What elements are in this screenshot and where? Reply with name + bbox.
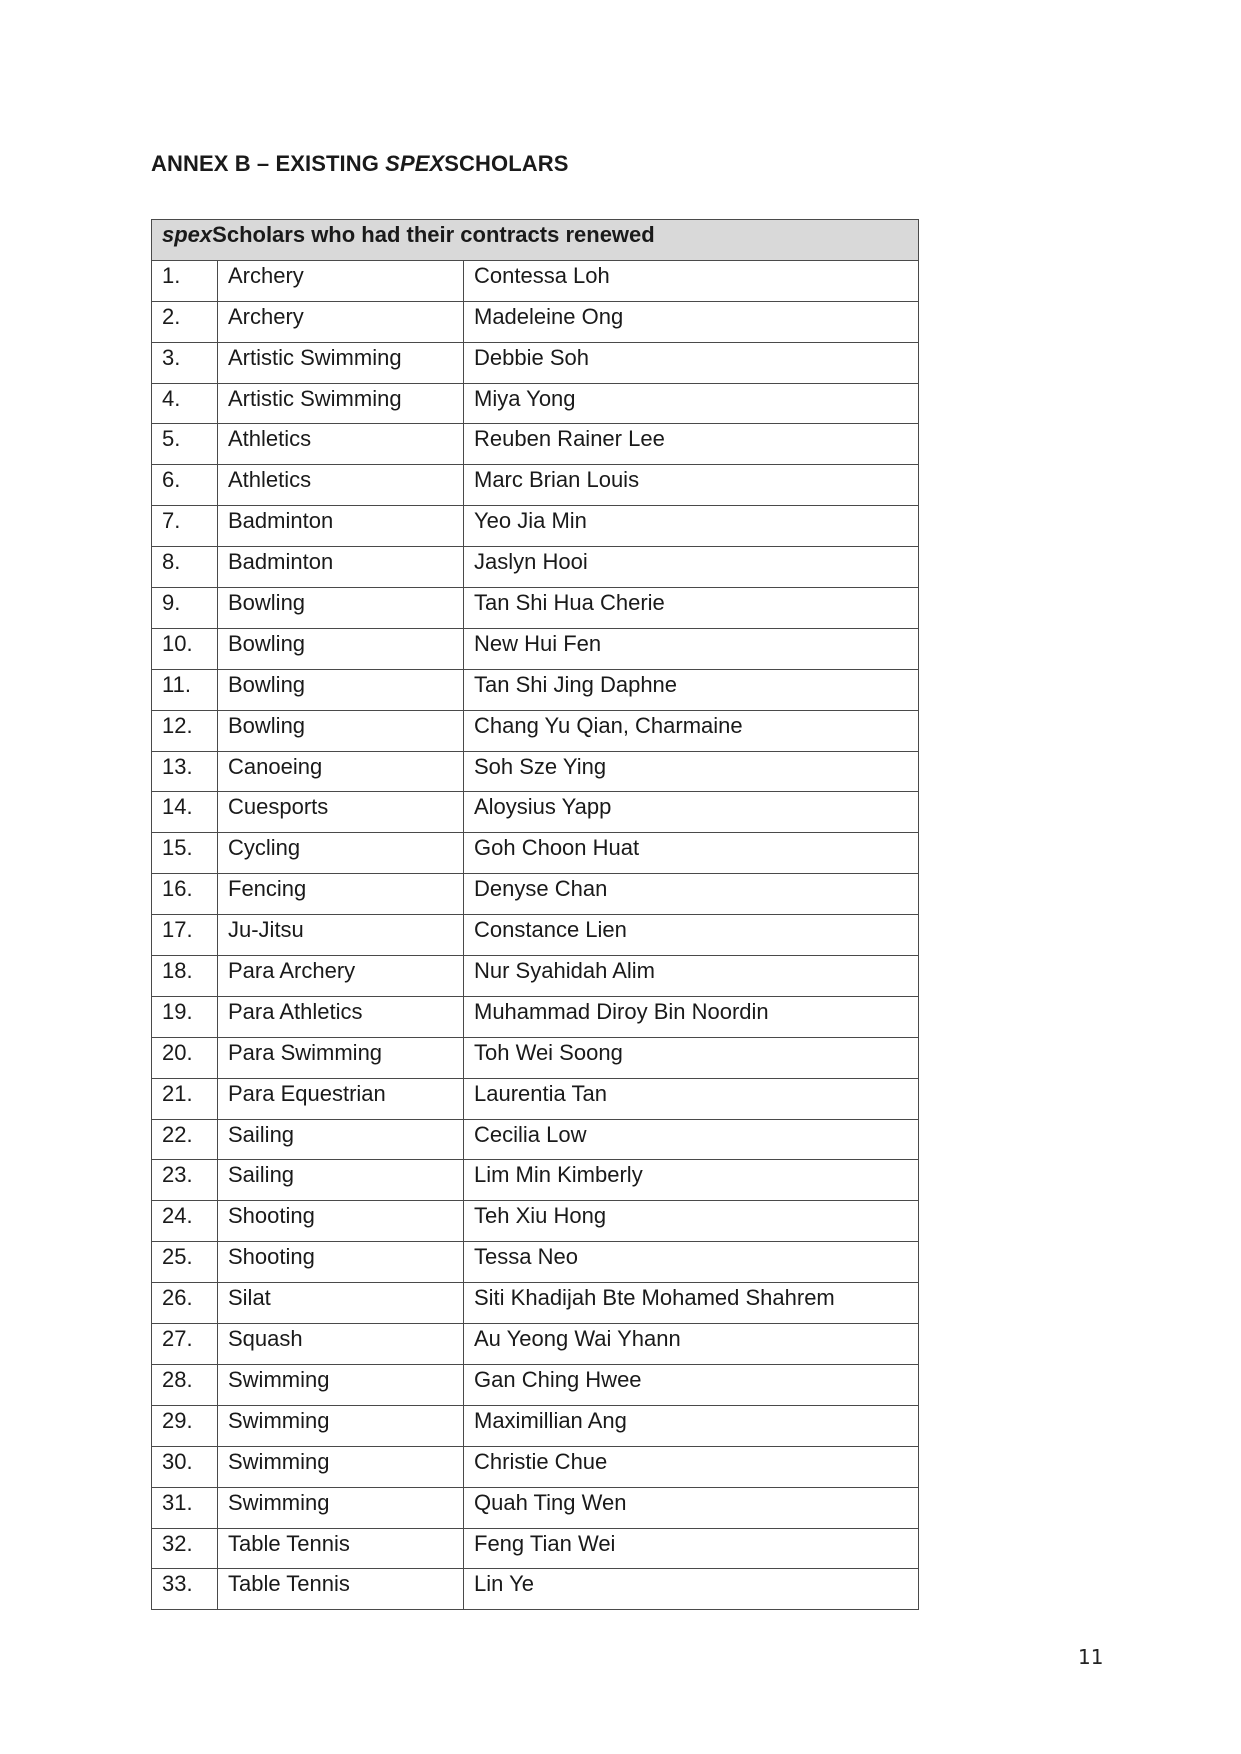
table-row — [152, 1078, 919, 1119]
sport-cell: Silat — [218, 1283, 464, 1324]
annex-heading-prefix: ANNEX B – EXISTING — [151, 151, 386, 176]
sport-cell: Bowling — [218, 710, 464, 751]
scholar-name-cell: Gan Ching Hwee — [464, 1364, 919, 1405]
table-row — [152, 1364, 919, 1405]
scholar-name-cell: Lin Ye — [464, 1569, 919, 1610]
sport-cell: Cycling — [218, 833, 464, 874]
sport-cell: Bowling — [218, 669, 464, 710]
row-number-cell: 33. — [152, 1569, 218, 1610]
scholar-name-cell: Toh Wei Soong — [464, 1037, 919, 1078]
page-number: 11 — [1078, 1645, 1104, 1669]
row-number-cell: 7. — [152, 506, 218, 547]
table-row — [152, 588, 919, 629]
table-row — [152, 1324, 919, 1365]
scholar-name-cell: Debbie Soh — [464, 342, 919, 383]
table-row — [152, 1283, 919, 1324]
row-number-cell: 27. — [152, 1324, 218, 1365]
table-row — [152, 628, 919, 669]
sport-cell: Athletics — [218, 465, 464, 506]
sport-cell: Fencing — [218, 874, 464, 915]
row-number-cell: 1. — [152, 260, 218, 301]
table-row — [152, 669, 919, 710]
sport-cell: Artistic Swimming — [218, 342, 464, 383]
row-number-cell: 6. — [152, 465, 218, 506]
sport-cell: Shooting — [218, 1201, 464, 1242]
table-row — [152, 342, 919, 383]
table-row — [152, 424, 919, 465]
sport-cell: Bowling — [218, 588, 464, 629]
scholar-name-cell: Constance Lien — [464, 915, 919, 956]
row-number-cell: 15. — [152, 833, 218, 874]
scholar-name-cell: Marc Brian Louis — [464, 465, 919, 506]
scholar-name-cell: Madeleine Ong — [464, 301, 919, 342]
sport-cell: Badminton — [218, 506, 464, 547]
sport-cell: Archery — [218, 260, 464, 301]
table-row — [152, 1487, 919, 1528]
sport-cell: Canoeing — [218, 751, 464, 792]
scholar-name-cell: Teh Xiu Hong — [464, 1201, 919, 1242]
table-row — [152, 874, 919, 915]
table-header-cell — [152, 220, 919, 261]
sport-cell: Swimming — [218, 1405, 464, 1446]
row-number-cell: 30. — [152, 1446, 218, 1487]
scholar-name-cell: Reuben Rainer Lee — [464, 424, 919, 465]
table-row — [152, 956, 919, 997]
table-row — [152, 1119, 919, 1160]
scholar-name-cell: Tan Shi Hua Cherie — [464, 588, 919, 629]
row-number-cell: 16. — [152, 874, 218, 915]
scholar-name-cell: Soh Sze Ying — [464, 751, 919, 792]
table-row — [152, 383, 919, 424]
table-row — [152, 710, 919, 751]
sport-cell: Para Swimming — [218, 1037, 464, 1078]
table-row — [152, 301, 919, 342]
sport-cell: Ju-Jitsu — [218, 915, 464, 956]
table-row — [152, 751, 919, 792]
table-header-row — [152, 220, 919, 261]
row-number-cell: 19. — [152, 996, 218, 1037]
table-row — [152, 260, 919, 301]
scholar-name-cell: Tan Shi Jing Daphne — [464, 669, 919, 710]
row-number-cell: 5. — [152, 424, 218, 465]
scholar-name-cell: Chang Yu Qian, Charmaine — [464, 710, 919, 751]
row-number-cell: 26. — [152, 1283, 218, 1324]
row-number-cell: 29. — [152, 1405, 218, 1446]
row-number-cell: 2. — [152, 301, 218, 342]
scholar-name-cell: Quah Ting Wen — [464, 1487, 919, 1528]
scholar-name-cell: Jaslyn Hooi — [464, 547, 919, 588]
sport-cell: Squash — [218, 1324, 464, 1365]
table-row — [152, 792, 919, 833]
sport-cell: Swimming — [218, 1446, 464, 1487]
table-row — [152, 1528, 919, 1569]
table-row — [152, 1242, 919, 1283]
table-row — [152, 1037, 919, 1078]
row-number-cell: 23. — [152, 1160, 218, 1201]
table-row — [152, 506, 919, 547]
scholar-name-cell: Denyse Chan — [464, 874, 919, 915]
annex-heading-suffix: SCHOLARS — [444, 151, 569, 176]
sport-cell: Badminton — [218, 547, 464, 588]
sport-cell: Athletics — [218, 424, 464, 465]
row-number-cell: 8. — [152, 547, 218, 588]
row-number-cell: 14. — [152, 792, 218, 833]
scholar-name-cell: Yeo Jia Min — [464, 506, 919, 547]
table-row — [152, 547, 919, 588]
scholar-name-cell: New Hui Fen — [464, 628, 919, 669]
row-number-cell: 32. — [152, 1528, 218, 1569]
table-row — [152, 915, 919, 956]
row-number-cell: 25. — [152, 1242, 218, 1283]
annex-heading-italic: SPEX — [385, 151, 445, 176]
table-row — [152, 465, 919, 506]
scholar-name-cell: Feng Tian Wei — [464, 1528, 919, 1569]
sport-cell: Swimming — [218, 1487, 464, 1528]
row-number-cell: 17. — [152, 915, 218, 956]
scholar-name-cell: Lim Min Kimberly — [464, 1160, 919, 1201]
scholar-name-cell: Nur Syahidah Alim — [464, 956, 919, 997]
sport-cell: Shooting — [218, 1242, 464, 1283]
sport-cell: Artistic Swimming — [218, 383, 464, 424]
row-number-cell: 20. — [152, 1037, 218, 1078]
table-row — [152, 1446, 919, 1487]
table-row — [152, 833, 919, 874]
sport-cell: Cuesports — [218, 792, 464, 833]
sport-cell: Table Tennis — [218, 1569, 464, 1610]
sport-cell: Swimming — [218, 1364, 464, 1405]
row-number-cell: 12. — [152, 710, 218, 751]
scholar-name-cell: Contessa Loh — [464, 260, 919, 301]
table-body — [152, 260, 919, 1609]
table-row — [152, 996, 919, 1037]
sport-cell: Para Athletics — [218, 996, 464, 1037]
scholar-name-cell: Au Yeong Wai Yhann — [464, 1324, 919, 1365]
sport-cell: Para Archery — [218, 956, 464, 997]
table-header-text: Scholars who had their contracts renewed — [212, 222, 655, 247]
row-number-cell: 28. — [152, 1364, 218, 1405]
table-row — [152, 1405, 919, 1446]
row-number-cell: 18. — [152, 956, 218, 997]
scholar-name-cell: Miya Yong — [464, 383, 919, 424]
table-row — [152, 1201, 919, 1242]
annex-heading — [151, 151, 569, 177]
row-number-cell: 31. — [152, 1487, 218, 1528]
row-number-cell: 10. — [152, 628, 218, 669]
scholar-name-cell: Christie Chue — [464, 1446, 919, 1487]
row-number-cell: 21. — [152, 1078, 218, 1119]
sport-cell: Table Tennis — [218, 1528, 464, 1569]
scholar-name-cell: Maximillian Ang — [464, 1405, 919, 1446]
sport-cell: Archery — [218, 301, 464, 342]
row-number-cell: 4. — [152, 383, 218, 424]
table-row — [152, 1569, 919, 1610]
scholar-name-cell: Laurentia Tan — [464, 1078, 919, 1119]
row-number-cell: 24. — [152, 1201, 218, 1242]
table-row — [152, 1160, 919, 1201]
sport-cell: Sailing — [218, 1160, 464, 1201]
scholar-name-cell: Tessa Neo — [464, 1242, 919, 1283]
scholar-name-cell: Cecilia Low — [464, 1119, 919, 1160]
scholar-name-cell: Aloysius Yapp — [464, 792, 919, 833]
table-header-italic: spex — [162, 222, 213, 247]
row-number-cell: 13. — [152, 751, 218, 792]
sport-cell: Para Equestrian — [218, 1078, 464, 1119]
sport-cell: Sailing — [218, 1119, 464, 1160]
row-number-cell: 9. — [152, 588, 218, 629]
scholar-name-cell: Goh Choon Huat — [464, 833, 919, 874]
row-number-cell: 11. — [152, 669, 218, 710]
row-number-cell: 22. — [152, 1119, 218, 1160]
scholar-name-cell: Muhammad Diroy Bin Noordin — [464, 996, 919, 1037]
row-number-cell: 3. — [152, 342, 218, 383]
sport-cell: Bowling — [218, 628, 464, 669]
scholars-table — [151, 219, 919, 1610]
scholar-name-cell: Siti Khadijah Bte Mohamed Shahrem — [464, 1283, 919, 1324]
